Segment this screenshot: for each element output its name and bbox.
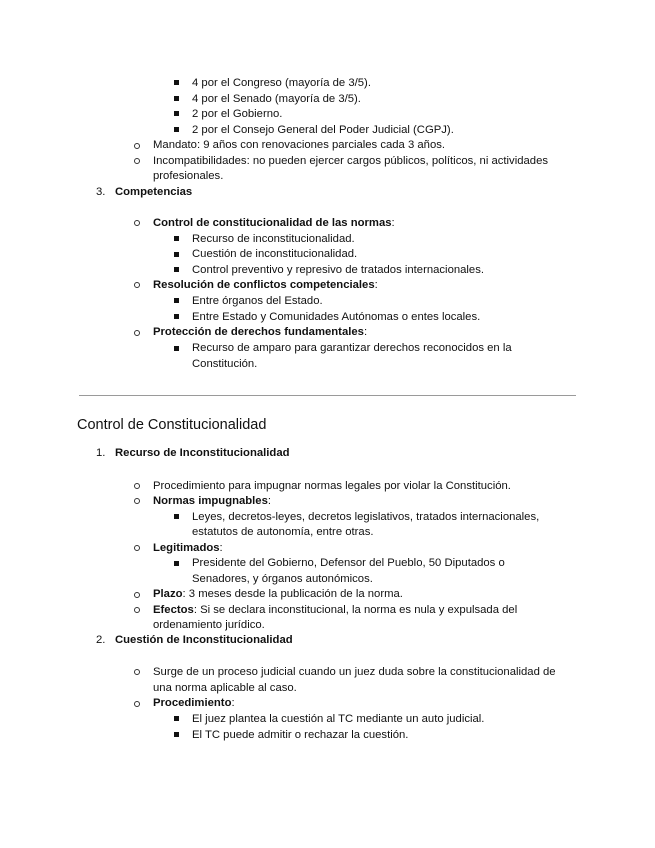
- circle-bullet-icon: [134, 282, 140, 288]
- square-bullet-icon: [174, 267, 179, 272]
- cuestion-heading: Cuestión de Inconstitucionalidad: [115, 634, 293, 646]
- efectos-text: Efectos: Si se declara inconstitucional, la norma es nula y expulsada del: [153, 604, 518, 616]
- circle-bullet-icon: [134, 592, 140, 598]
- control-item: Recurso de inconstitucionalidad.: [192, 233, 355, 245]
- list-number: 1.: [96, 447, 106, 459]
- circle-bullet-icon: [134, 330, 140, 336]
- conflict-item: Entre órganos del Estado.: [192, 295, 323, 307]
- recurso-proc-text: Procedimiento para impugnar normas legales por violar la Constitución.: [153, 480, 511, 492]
- square-bullet-icon: [174, 561, 179, 566]
- control-heading: Control de constitucionalidad de las normas:: [153, 217, 395, 229]
- legitimados-item-cont: Senadores, y órganos autonómicos.: [192, 573, 373, 585]
- circle-bullet-icon: [134, 220, 140, 226]
- protection-item-cont: Constitución.: [192, 358, 258, 370]
- circle-bullet-icon: [134, 545, 140, 551]
- normas-item-cont: estatutos de autonomía, entre otras.: [192, 526, 374, 538]
- composition-item: 4 por el Senado (mayoría de 3/5).: [192, 93, 361, 105]
- circle-bullet-icon: [134, 158, 140, 164]
- control-item: Control preventivo y represivo de tratados internacionales.: [192, 264, 484, 276]
- list-number: 3.: [96, 186, 106, 198]
- circle-bullet-icon: [134, 669, 140, 675]
- composition-item: 4 por el Congreso (mayoría de 3/5).: [192, 77, 371, 89]
- legitimados-heading: Legitimados:: [153, 542, 223, 554]
- circle-bullet-icon: [134, 701, 140, 707]
- square-bullet-icon: [174, 514, 179, 519]
- circle-bullet-icon: [134, 498, 140, 504]
- square-bullet-icon: [174, 127, 179, 132]
- composition-item: 2 por el Gobierno.: [192, 108, 283, 120]
- circle-bullet-icon: [134, 483, 140, 489]
- square-bullet-icon: [174, 236, 179, 241]
- circle-bullet-icon: [134, 607, 140, 613]
- surge-text-cont: una norma aplicable al caso.: [153, 682, 297, 694]
- circle-bullet-icon: [134, 143, 140, 149]
- legitimados-item: Presidente del Gobierno, Defensor del Pueblo, 50 Diputados o: [192, 557, 505, 569]
- recurso-heading: Recurso de Inconstitucionalidad: [115, 447, 290, 459]
- procedimiento-heading: Procedimiento:: [153, 697, 235, 709]
- square-bullet-icon: [174, 346, 179, 351]
- normas-heading: Normas impugnables:: [153, 495, 272, 507]
- composition-item: 2 por el Consejo General del Poder Judicial (CGPJ).: [192, 124, 454, 136]
- control-item: Cuestión de inconstitucionalidad.: [192, 248, 358, 260]
- conflict-heading: Resolución de conflictos competenciales:: [153, 279, 378, 291]
- procedimiento-item: El juez plantea la cuestión al TC mediante un auto judicial.: [192, 713, 485, 725]
- list-number: 2.: [96, 634, 106, 646]
- incompat-text: Incompatibilidades: no pueden ejercer cargos públicos, políticos, ni actividades: [153, 155, 548, 167]
- square-bullet-icon: [174, 716, 179, 721]
- horizontal-divider: [79, 395, 576, 396]
- section-title: Control de Constitucionalidad: [77, 417, 267, 433]
- normas-item: Leyes, decretos-leyes, decretos legislativos, tratados internacionales,: [192, 511, 540, 523]
- square-bullet-icon: [174, 732, 179, 737]
- incompat-text-cont: profesionales.: [153, 170, 224, 182]
- protection-heading: Protección de derechos fundamentales:: [153, 326, 368, 338]
- plazo-text: Plazo: 3 meses desde la publicación de la norma.: [153, 588, 403, 600]
- procedimiento-item: El TC puede admitir o rechazar la cuestión.: [192, 729, 409, 741]
- square-bullet-icon: [174, 96, 179, 101]
- conflict-item: Entre Estado y Comunidades Autónomas o entes locales.: [192, 311, 481, 323]
- competencias-heading: Competencias: [115, 186, 193, 198]
- efectos-text-cont: ordenamiento jurídico.: [153, 619, 265, 631]
- square-bullet-icon: [174, 298, 179, 303]
- square-bullet-icon: [174, 80, 179, 85]
- surge-text: Surge de un proceso judicial cuando un juez duda sobre la constitucionalidad de: [153, 666, 556, 678]
- protection-item: Recurso de amparo para garantizar derechos reconocidos en la: [192, 342, 512, 354]
- square-bullet-icon: [174, 252, 179, 257]
- mandato-text: Mandato: 9 años con renovaciones parciales cada 3 años.: [153, 139, 446, 151]
- square-bullet-icon: [174, 111, 179, 116]
- square-bullet-icon: [174, 314, 179, 319]
